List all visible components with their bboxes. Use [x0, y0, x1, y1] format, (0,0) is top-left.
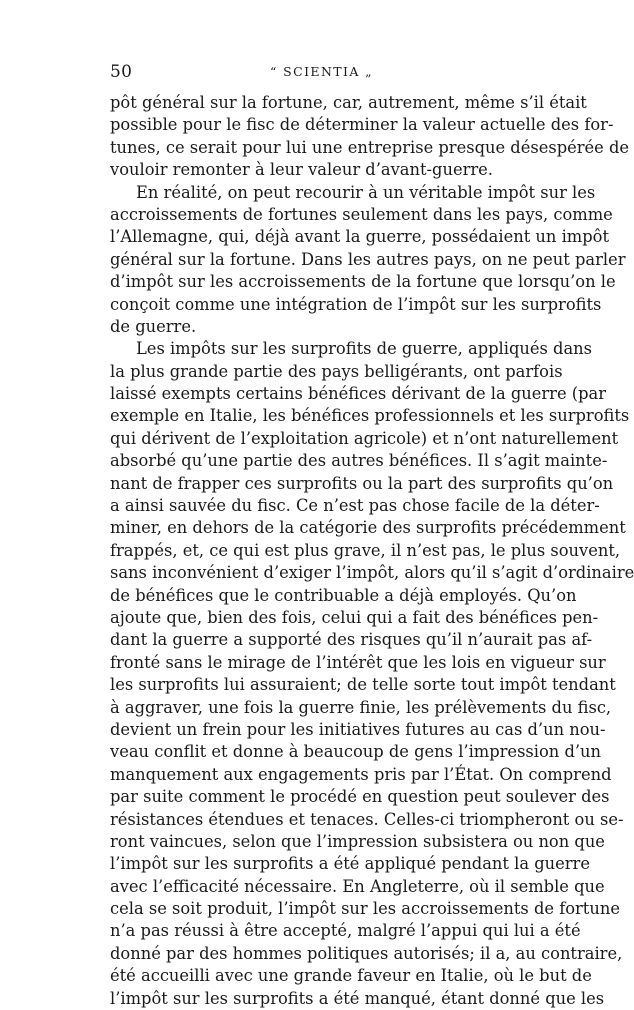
- text-line: la plus grande partie des pays belligérants, ont parfois: [110, 361, 563, 381]
- text-line: accroissements de fortunes seulement dans les pays, comme: [110, 204, 613, 224]
- running-head: [110, 60, 530, 86]
- text-line: fronté sans le mirage de l’intérêt que les lois en vigueur sur: [110, 652, 606, 672]
- text-line: été accueilli avec une grande faveur en Italie, où le but de: [110, 966, 592, 986]
- text-line: ajoute que, bien des fois, celui qui a fait des bénéfices pen-: [110, 607, 599, 627]
- text-line: laissé exempts certains bénéfices dérivant de la guerre (par: [110, 384, 607, 404]
- text-line: avec l’efficacité nécessaire. En Angleterre, où il semble que: [110, 876, 605, 896]
- text-line: pôt général sur la fortune, car, autrement, même s’il était: [110, 93, 587, 112]
- text-line: a ainsi sauvée du fisc. Ce n’est pas chose facile de la déter-: [110, 496, 600, 516]
- page-number: 50: [110, 62, 133, 82]
- journal-title: “ SCIENTIA „: [270, 64, 374, 79]
- text-line: tunes, ce serait pour lui une entreprise presque désespérée de: [110, 137, 630, 157]
- text-line: donné par des hommes politiques autorisés; il a, au contraire,: [110, 943, 623, 963]
- text-line: absorbé qu’une partie des autres bénéfices. Il s’agit mainte-: [110, 451, 608, 471]
- text-line: frappés, et, ce qui est plus grave, il n’est pas, le plus souvent,: [110, 540, 621, 560]
- text-line: l’Allemagne, qui, déjà avant la guerre, possédaient un impôt: [110, 227, 609, 247]
- body-text: [110, 92, 634, 1010]
- text-line: sans inconvénient d’exiger l’impôt, alors qu’il s’agit d’ordinaire: [110, 563, 634, 583]
- paragraph-end-line: de guerre.: [110, 316, 197, 336]
- paragraph-end-line: vouloir remonter à leur valeur d’avant-guerre.: [110, 160, 493, 180]
- text-line: à aggraver, une fois la guerre finie, les prélèvements du fisc,: [110, 697, 612, 717]
- text-line: veau conflit et donne à beaucoup de gens l’impression d’un: [110, 742, 602, 762]
- text-line: résistances étendues et tenaces. Celles-ci triompheront ou se-: [110, 809, 624, 829]
- text-line: de bénéfices que le contribuable a déjà employés. Qu’on: [110, 585, 577, 605]
- text-line: exemple en Italie, les bénéfices professionnels et les surprofits: [110, 406, 630, 426]
- text-line: cela se soit produit, l’impôt sur les accroissements de fortune: [110, 899, 620, 919]
- text-line: général sur la fortune. Dans les autres pays, on ne peut parler: [110, 249, 626, 269]
- text-line: dant la guerre a supporté des risques qu’il n’aurait pas af-: [110, 630, 593, 650]
- text-line: possible pour le fisc de déterminer la valeur actuelle des for-: [110, 115, 614, 135]
- text-line: miner, en dehors de la catégorie des surprofits précédemment: [110, 518, 626, 538]
- text-line: manquement aux engagements pris par l’État. On comprend: [110, 764, 612, 784]
- text-line: les surprofits lui assuraient; de telle sorte tout impôt tendant: [110, 675, 616, 695]
- paragraph-first-line: En réalité, on peut recourir à un véritable impôt sur les: [136, 182, 596, 202]
- text-line: par suite comment le procédé en question peut soulever des: [110, 787, 610, 807]
- text-line: l’impôt sur les surprofits a été appliqué pendant la guerre: [110, 854, 590, 874]
- text-line: l’impôt sur les surprofits a été manqué, étant donné que les: [110, 988, 605, 1008]
- text-line: qui dérivent de l’exploitation agricole) et n’ont naturellement: [110, 428, 619, 448]
- text-line: d’impôt sur les accroissements de la fortune que lorsqu’on le: [110, 272, 616, 292]
- text-line: nant de frapper ces surprofits ou la part des surprofits qu’on: [110, 473, 614, 493]
- paragraph-first-line: Les impôts sur les surprofits de guerre, appliqués dans: [136, 339, 592, 359]
- text-line: devient un frein pour les initiatives futures au cas d’un nou-: [110, 719, 606, 739]
- text-line: conçoit comme une intégration de l’impôt sur les surprofits: [110, 294, 602, 314]
- text-line: ront vaincues, selon que l’impression subsistera ou non que: [110, 831, 605, 851]
- text-line: n’a pas réussi à être accepté, malgré l’appui qui lui a été: [110, 921, 581, 941]
